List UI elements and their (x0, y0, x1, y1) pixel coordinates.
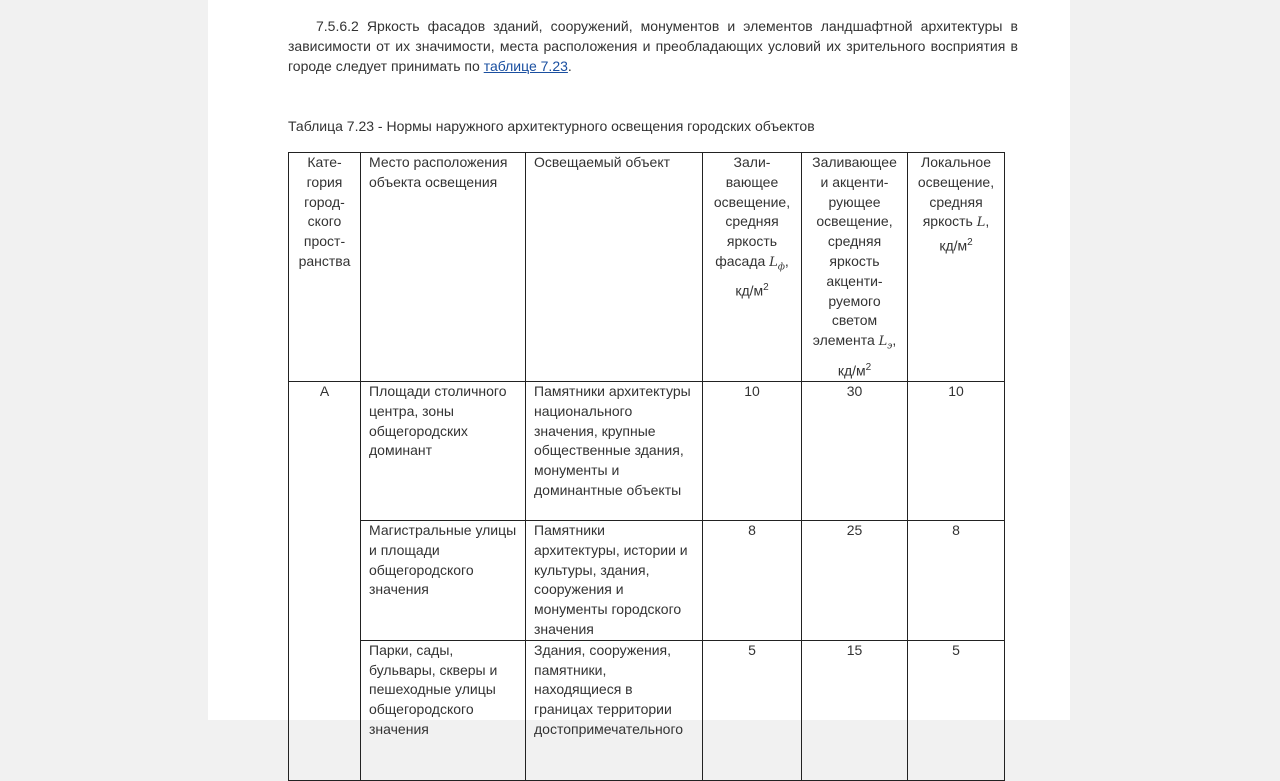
object-cell: Памятники архитектуры, истории и культуры, здания, сооружения и монументы городского значения (526, 521, 703, 641)
document-page (208, 0, 1070, 737)
flood-facade-value: 8 (703, 521, 802, 641)
symbol-l: L (878, 334, 888, 350)
paragraph-text: Яркость фасадов зданий, сооружений, монументов и элементов ландшафтной архитектуры в зависимости от их значимости, места расположения и преобладающих условий их зрительного восприятия в городе следует принимать по (288, 18, 1018, 74)
unit-text: , кд/м (939, 213, 990, 254)
unit-sup: 2 (763, 282, 769, 294)
paragraph-end: . (567, 58, 572, 74)
table-caption: Таблица 7.23 - Нормы наружного архитектурного освещения городских объектов (288, 118, 815, 134)
category-cell: А (289, 382, 361, 781)
header-location (361, 153, 526, 382)
header-flood-facade-text: Зали-вающее освещение, средняя яркость фасада (713, 154, 791, 269)
unit-sup: 2 (865, 361, 872, 373)
header-flood-accent-text: Заливающее и акценти-рующее освещение, средняя яркость акценти-руемого светом элемента (812, 154, 897, 349)
header-location-text: Место расположения объекта освещения (369, 154, 508, 190)
local-value: 8 (908, 521, 1005, 641)
location-cell: Парки, сады, бульвары, скверы и пешеходные улицы общегородского значения (361, 640, 526, 780)
table-row (289, 640, 1005, 780)
unit-text: , кд/м (735, 252, 789, 300)
symbol-sub-e: э (887, 341, 893, 352)
symbol-l-element (878, 334, 893, 352)
header-flood-facade (703, 153, 802, 382)
table-row (289, 521, 1005, 641)
header-category (289, 153, 361, 382)
location-cell: Магистральные улицы и площади общегородского значения (361, 521, 526, 641)
table-header-row (289, 153, 1005, 382)
header-object-text: Освещаемый объект (534, 154, 671, 170)
local-value: 5 (908, 640, 1005, 780)
flood-accent-value: 30 (802, 382, 908, 521)
header-flood-accent (802, 153, 908, 382)
paragraph-number: 7.5.6.2 (316, 18, 359, 34)
flood-accent-value: 25 (802, 521, 908, 641)
table-row (289, 382, 1005, 521)
header-object (526, 153, 703, 382)
header-local-text: Локальное освещение, средняя яркость (917, 154, 995, 230)
symbol-l: L (976, 215, 986, 231)
flood-facade-value: 10 (703, 382, 802, 521)
flood-facade-value: 5 (703, 640, 802, 780)
header-local (908, 153, 1005, 382)
lighting-norms-table (288, 152, 1005, 781)
table-7-23-link[interactable]: таблице 7.23 (483, 58, 568, 74)
unit-sup: 2 (967, 237, 973, 249)
symbol-sub-f: ф (777, 262, 785, 273)
symbol-l-facade (769, 254, 785, 273)
paragraph-7-5-6-2 (288, 16, 1018, 76)
object-cell: Памятники архитектуры национального значения, крупные общественные здания, монументы и доминантные объекты (526, 382, 703, 521)
unit-text: , кд/м (837, 332, 897, 379)
location-cell: Площади столичного центра, зоны общегородских доминант (361, 382, 526, 521)
header-category-text: Кате-гория город-ского прост-ранства (298, 154, 351, 269)
symbol-l: L (769, 254, 778, 270)
object-cell: Здания, сооружения, памятники, находящиеся в границах территории достопримечательного (526, 640, 703, 780)
flood-accent-value: 15 (802, 640, 908, 780)
local-value: 10 (908, 382, 1005, 521)
